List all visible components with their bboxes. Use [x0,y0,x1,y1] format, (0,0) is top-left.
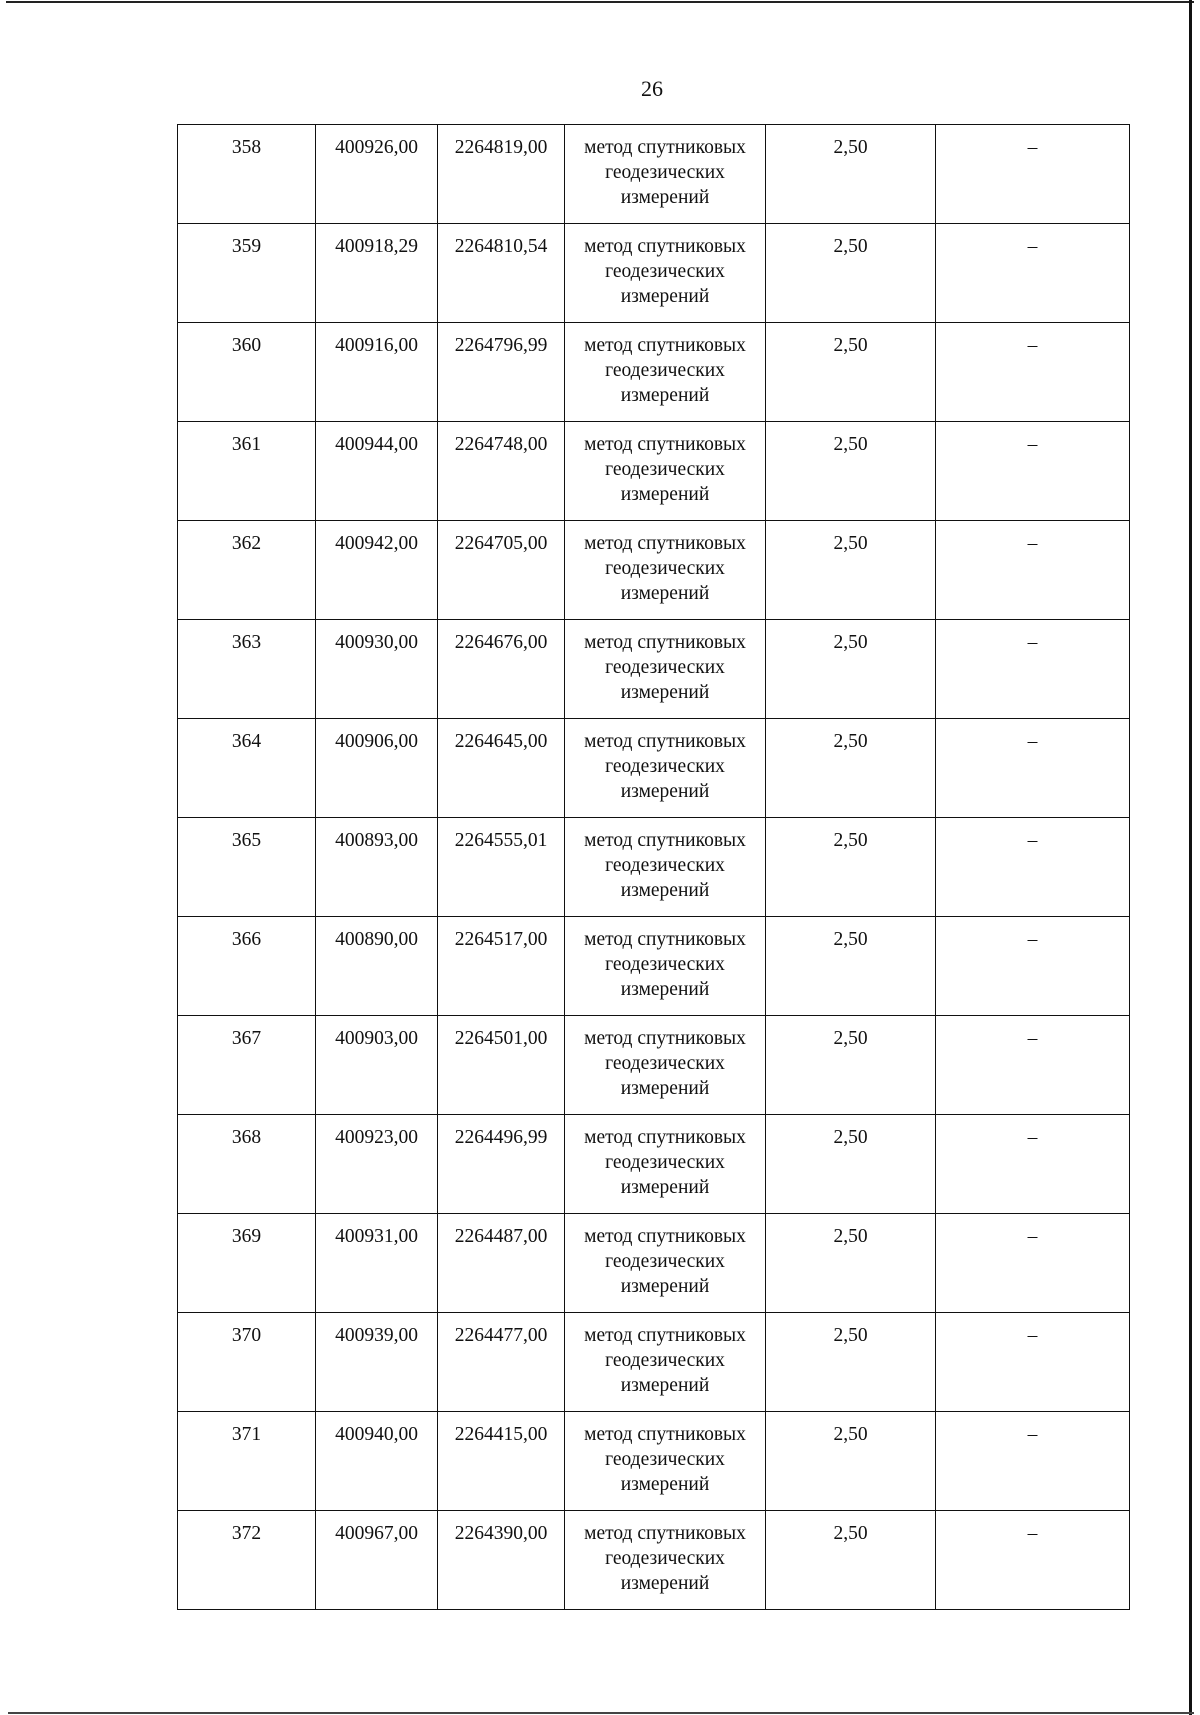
note-cell: – [936,1016,1130,1115]
method-line: геодезических [605,855,725,876]
method-cell [565,1115,766,1214]
table-row [178,719,1130,818]
method-line: геодезических [605,657,725,678]
method-line: измерений [620,1078,710,1099]
accuracy-cell: 2,50 [766,422,936,521]
x-coordinate-cell: 400926,00 [316,125,438,224]
method-cell [565,125,766,224]
x-coordinate-cell: 400903,00 [316,1016,438,1115]
method-line: метод спутниковых [584,137,746,158]
accuracy-cell: 2,50 [766,521,936,620]
method-line: метод спутниковых [584,731,746,752]
x-coordinate-cell: 400893,00 [316,818,438,917]
method-line: метод спутниковых [584,335,746,356]
method-cell [565,1511,766,1610]
method-line: измерений [620,781,710,802]
point-number-cell: 363 [178,620,316,719]
y-coordinate-cell: 2264819,00 [438,125,565,224]
method-cell [565,1412,766,1511]
method-cell [565,521,766,620]
method-line: измерений [620,583,710,604]
method-line: метод спутниковых [584,434,746,455]
y-coordinate-cell: 2264645,00 [438,719,565,818]
method-line: метод спутниковых [584,1028,746,1049]
method-line: геодезических [605,954,725,975]
accuracy-cell: 2,50 [766,1214,936,1313]
accuracy-cell: 2,50 [766,917,936,1016]
x-coordinate-cell: 400931,00 [316,1214,438,1313]
method-line: геодезических [605,1548,725,1569]
method-line: геодезических [605,558,725,579]
y-coordinate-cell: 2264415,00 [438,1412,565,1511]
note-cell: – [936,1214,1130,1313]
method-line: метод спутниковых [584,533,746,554]
y-coordinate-cell: 2264705,00 [438,521,565,620]
y-coordinate-cell: 2264555,01 [438,818,565,917]
point-number-cell: 360 [178,323,316,422]
note-cell: – [936,620,1130,719]
table-row [178,1214,1130,1313]
method-line: измерений [620,187,710,208]
point-number-cell: 367 [178,1016,316,1115]
y-coordinate-cell: 2264517,00 [438,917,565,1016]
x-coordinate-cell: 400916,00 [316,323,438,422]
table-body [178,125,1130,1610]
y-coordinate-cell: 2264487,00 [438,1214,565,1313]
x-coordinate-cell: 400944,00 [316,422,438,521]
page-number: 26 [641,76,663,101]
note-cell: – [936,224,1130,323]
x-coordinate-cell: 400942,00 [316,521,438,620]
note-cell: – [936,719,1130,818]
method-line: измерений [620,286,710,307]
method-cell [565,917,766,1016]
point-number-cell: 370 [178,1313,316,1412]
method-line: геодезических [605,1449,725,1470]
note-cell: – [936,323,1130,422]
method-line: измерений [620,682,710,703]
method-line: геодезических [605,459,725,480]
accuracy-cell: 2,50 [766,323,936,422]
x-coordinate-cell: 400940,00 [316,1412,438,1511]
point-number-cell: 362 [178,521,316,620]
note-cell: – [936,818,1130,917]
scan-edge-right [1189,0,1192,1715]
x-coordinate-cell: 400939,00 [316,1313,438,1412]
method-line: метод спутниковых [584,1523,746,1544]
point-number-cell: 361 [178,422,316,521]
method-line: геодезических [605,1251,725,1272]
method-cell [565,1313,766,1412]
point-number-cell: 358 [178,125,316,224]
y-coordinate-cell: 2264501,00 [438,1016,565,1115]
method-cell [565,323,766,422]
y-coordinate-cell: 2264676,00 [438,620,565,719]
accuracy-cell: 2,50 [766,1313,936,1412]
method-line: геодезических [605,756,725,777]
coordinates-table [177,124,1130,1610]
method-line: геодезических [605,162,725,183]
method-cell [565,620,766,719]
table-row [178,1511,1130,1610]
note-cell: – [936,1115,1130,1214]
point-number-cell: 366 [178,917,316,1016]
accuracy-cell: 2,50 [766,224,936,323]
table-row [178,1313,1130,1412]
x-coordinate-cell: 400967,00 [316,1511,438,1610]
method-cell [565,818,766,917]
method-cell [565,719,766,818]
accuracy-cell: 2,50 [766,1412,936,1511]
x-coordinate-cell: 400918,29 [316,224,438,323]
accuracy-cell: 2,50 [766,125,936,224]
y-coordinate-cell: 2264796,99 [438,323,565,422]
scan-edge-top [6,1,1194,3]
method-line: измерений [620,484,710,505]
method-line: геодезических [605,1152,725,1173]
accuracy-cell: 2,50 [766,1511,936,1610]
table-row [178,818,1130,917]
table-row [178,917,1130,1016]
table-row [178,620,1130,719]
method-line: измерений [620,979,710,1000]
y-coordinate-cell: 2264748,00 [438,422,565,521]
table-row [178,224,1130,323]
x-coordinate-cell: 400906,00 [316,719,438,818]
method-line: измерений [620,1276,710,1297]
method-line: метод спутниковых [584,1127,746,1148]
table-row [178,1412,1130,1511]
point-number-cell: 368 [178,1115,316,1214]
method-cell [565,1016,766,1115]
scan-edge-bottom [8,1712,1194,1714]
table-row [178,323,1130,422]
table-row [178,1115,1130,1214]
method-line: измерений [620,1474,710,1495]
method-cell [565,224,766,323]
method-line: измерений [620,1375,710,1396]
method-line: метод спутниковых [584,830,746,851]
note-cell: – [936,1511,1130,1610]
accuracy-cell: 2,50 [766,620,936,719]
note-cell: – [936,125,1130,224]
accuracy-cell: 2,50 [766,1115,936,1214]
point-number-cell: 372 [178,1511,316,1610]
method-line: метод спутниковых [584,632,746,653]
point-number-cell: 359 [178,224,316,323]
method-line: метод спутниковых [584,929,746,950]
method-line: метод спутниковых [584,1424,746,1445]
method-line: измерений [620,1177,710,1198]
note-cell: – [936,1313,1130,1412]
table-row [178,422,1130,521]
method-line: метод спутниковых [584,1226,746,1247]
note-cell: – [936,917,1130,1016]
note-cell: – [936,1412,1130,1511]
x-coordinate-cell: 400923,00 [316,1115,438,1214]
y-coordinate-cell: 2264390,00 [438,1511,565,1610]
method-cell [565,422,766,521]
table-row [178,521,1130,620]
method-line: метод спутниковых [584,1325,746,1346]
method-line: геодезических [605,1053,725,1074]
method-line: геодезических [605,261,725,282]
accuracy-cell: 2,50 [766,1016,936,1115]
method-line: измерений [620,880,710,901]
point-number-cell: 364 [178,719,316,818]
note-cell: – [936,422,1130,521]
point-number-cell: 365 [178,818,316,917]
point-number-cell: 369 [178,1214,316,1313]
y-coordinate-cell: 2264477,00 [438,1313,565,1412]
y-coordinate-cell: 2264810,54 [438,224,565,323]
method-line: измерений [620,385,710,406]
table-row [178,125,1130,224]
accuracy-cell: 2,50 [766,719,936,818]
y-coordinate-cell: 2264496,99 [438,1115,565,1214]
x-coordinate-cell: 400930,00 [316,620,438,719]
method-line: геодезических [605,1350,725,1371]
method-line: измерений [620,1573,710,1594]
method-line: геодезических [605,360,725,381]
x-coordinate-cell: 400890,00 [316,917,438,1016]
note-cell: – [936,521,1130,620]
accuracy-cell: 2,50 [766,818,936,917]
method-cell [565,1214,766,1313]
method-line: метод спутниковых [584,236,746,257]
point-number-cell: 371 [178,1412,316,1511]
table-row [178,1016,1130,1115]
